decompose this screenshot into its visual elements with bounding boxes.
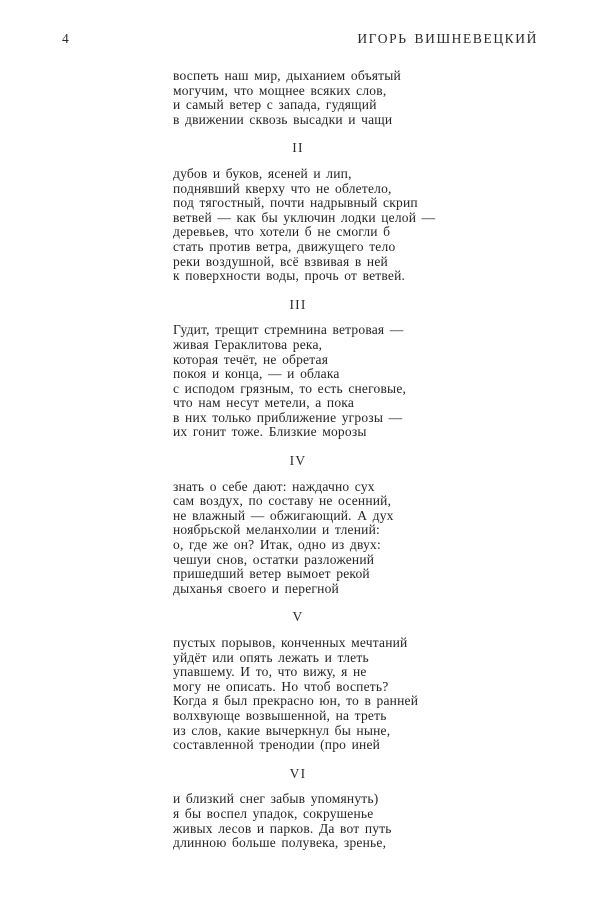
poem-line: не влажный — обжигающий. А дух — [173, 507, 394, 523]
poem-section-ii — [173, 141, 463, 283]
poem-line: Гудит, трещит стремнина ветровая — — [173, 322, 404, 338]
poem-line: могучим, что мощнее всяких слов, — [173, 82, 387, 98]
section-heading: III — [289, 296, 307, 312]
poem-line: знать о себе дают: наждачно сух — [173, 478, 375, 494]
poem-line: воспеть наш мир, дыханием объятый — [173, 68, 401, 83]
poem-line: в движении сквозь высадки и чащи — [173, 111, 393, 127]
poem-line: стать против ветра, движущего тело — [173, 238, 396, 254]
poem-line: пустых порывов, конченных мечтаний — [173, 635, 408, 650]
poem-line: живая Гераклитова река, — [173, 336, 323, 352]
section-heading: II — [292, 140, 304, 156]
poem-line: ноябрьской меланхолии и тлений: — [173, 522, 380, 538]
poem-line: под тягостный, почти надрывный скрип — [173, 195, 418, 211]
poem-line: пришедший ветер вымоет рекой — [173, 566, 370, 582]
section-heading: IV — [289, 453, 307, 469]
poem-line: о, где же он? Итак, одно из двух: — [173, 537, 381, 553]
page-header — [62, 31, 538, 47]
poem-line: уйдёт или опять лежать и тлеть — [173, 649, 369, 665]
poem-line: которая течёт, не обретая — [173, 351, 329, 367]
poem-line: Когда я был прекрасно юн, то в ранней — [173, 693, 419, 709]
poem-section-iv — [173, 454, 463, 596]
section-heading: V — [292, 609, 304, 625]
poem-section-continuation — [173, 69, 463, 127]
poem-line: реки воздушной, всё взвивая в ней — [173, 253, 388, 269]
poem-line: с исподом грязным, то есть снеговые, — [173, 380, 407, 396]
poem-line: чешуи снов, остатки разложений — [173, 551, 375, 567]
poem-line: живых лесов и парков. Да вот путь — [173, 820, 392, 836]
poem-line: ветвей — как бы уключин лодки целой — — [173, 209, 436, 225]
poem-line: сам воздух, по составу не осенний, — [173, 493, 392, 509]
section-heading: VI — [289, 765, 307, 781]
poem-section-v — [173, 610, 463, 752]
poem-line: длинною больше полувека, зренье, — [173, 835, 387, 851]
poem-line: к поверхности воды, прочь от ветвей. — [173, 268, 406, 284]
poem-line: из слов, какие вычеркнул бы ныне, — [173, 722, 391, 738]
poem-line: могу не описать. Но чтоб воспеть? — [173, 678, 389, 694]
poem-line: что нам несут метели, а пока — [173, 395, 355, 411]
poem-line: волхвующе возвышенной, на треть — [173, 707, 387, 723]
poem-body — [173, 69, 463, 851]
poem-line: упавшему. И то, что вижу, я не — [173, 664, 367, 680]
poem-section-vi — [173, 767, 463, 851]
poem-line: покоя и конца, — и облака — [173, 366, 340, 382]
poem-line: деревьев, что хотели б не смогли б — [173, 224, 391, 240]
poem-line: дыханья своего и перегной — [173, 580, 339, 596]
poem-line: дубов и буков, ясеней и лип, — [173, 165, 352, 181]
poem-section-iii — [173, 298, 463, 440]
poem-line: я бы воспел упадок, сокрушенье — [173, 805, 374, 821]
poem-line: их гонит тоже. Близкие морозы — [173, 424, 367, 440]
poem-line: и близкий снег забыв упомянуть) — [173, 791, 379, 807]
page-number: 4 — [62, 31, 70, 46]
running-head: ИГОРЬ ВИШНЕВЕЦКИЙ — [357, 31, 538, 46]
poem-line: составленной тренодии (про иней — [173, 737, 381, 753]
poem-line: и самый ветер с запада, гудящий — [173, 97, 377, 113]
poem-line: поднявший кверху что не облетело, — [173, 180, 392, 196]
poem-line: в них только приближение угрозы — — [173, 409, 403, 425]
